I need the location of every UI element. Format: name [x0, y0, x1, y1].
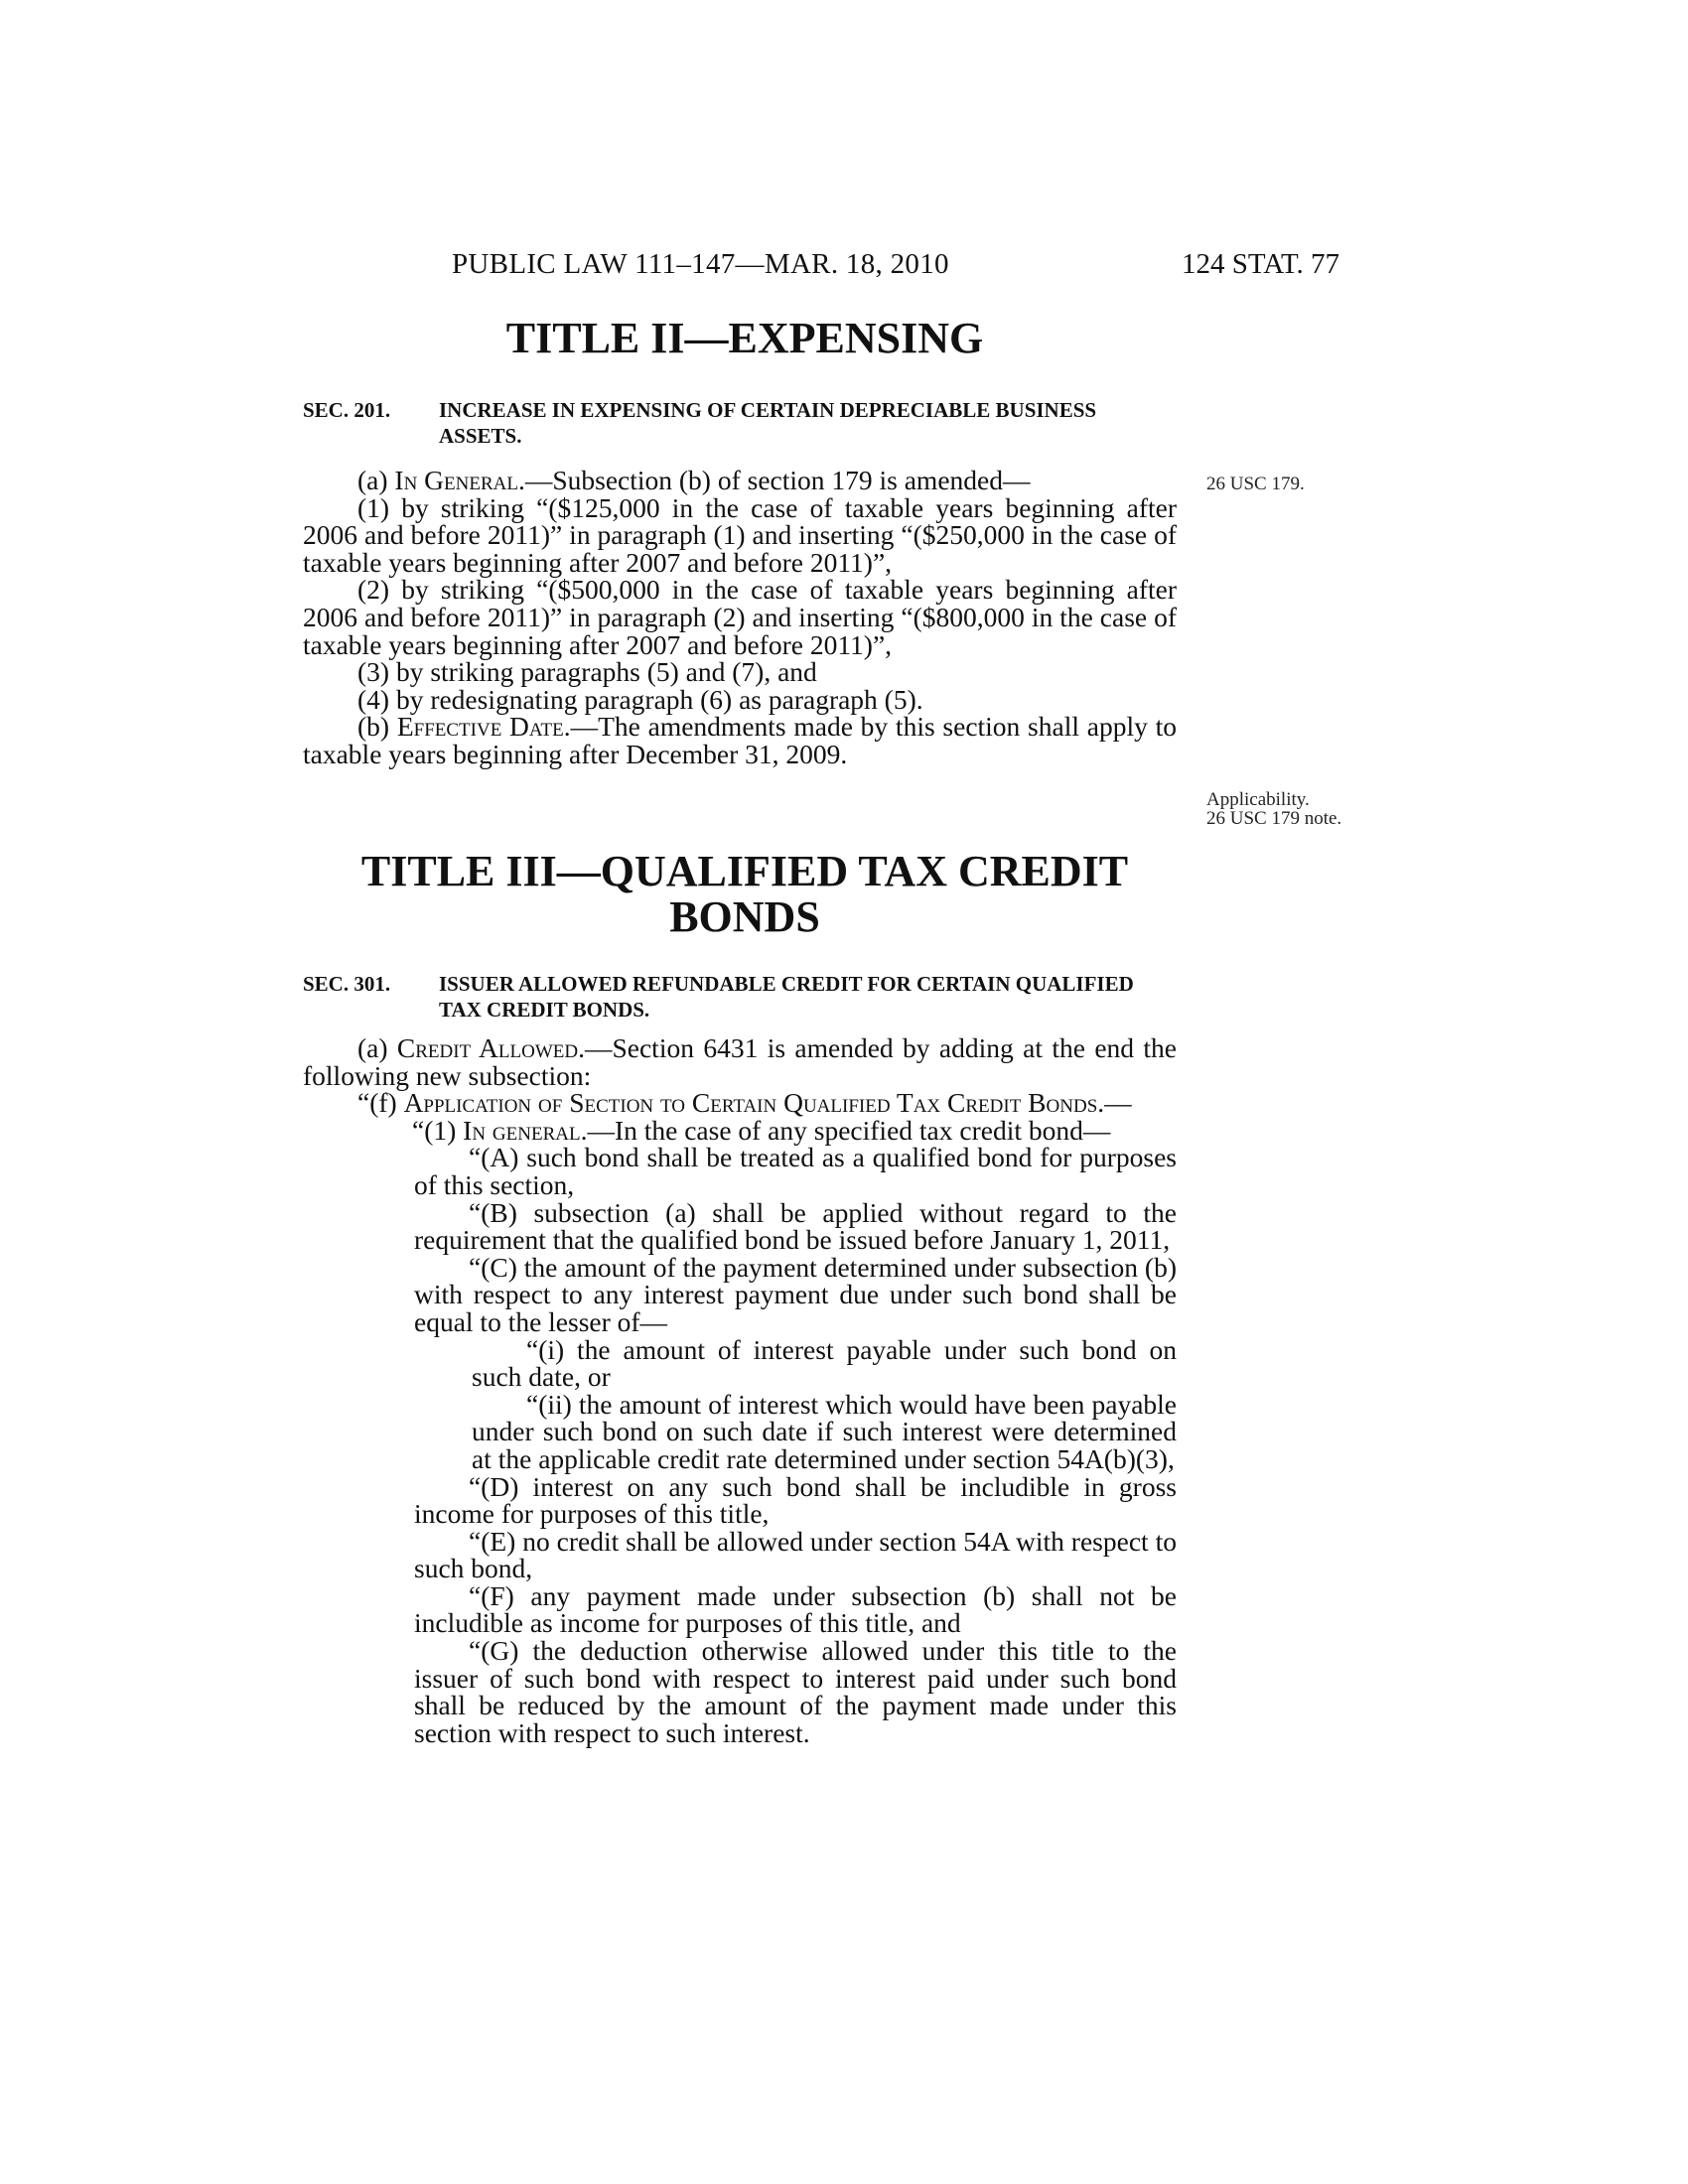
subsection-f [303, 1089, 1177, 1117]
subsection-a [303, 1034, 1177, 1089]
text: .—In the case of any specified tax credit bond— [580, 1114, 1111, 1146]
subsection-b [303, 713, 1177, 767]
subparagraph-f: “(F) any payment made under subsection (b) shall not be includible as income for purposes of this title, and [414, 1579, 1177, 1639]
section-title: ISSUER ALLOWED REFUNDABLE CREDIT FOR CERTAIN QUALIFIED TAX CREDIT BONDS. [439, 972, 1134, 1022]
paragraph-3: (3) by striking paragraphs (5) and (7), and [357, 656, 817, 688]
subparagraph-a: “(A) such bond shall be treated as a qualified bond for purposes of this section, [414, 1142, 1177, 1200]
section-201-body [303, 467, 1177, 768]
text: .—The amendments made by this section shall apply to taxable years beginning after December 31, 2009. [303, 711, 1177, 769]
running-head: PUBLIC LAW 111–147—MAR. 18, 2010 [452, 248, 949, 280]
section-number: SEC. 201. [303, 398, 391, 422]
section-301-heading [303, 971, 1177, 1023]
section-number: SEC. 301. [303, 972, 391, 996]
title-ii-heading: TITLE II—EXPENSING [505, 314, 984, 362]
label: (a) [357, 1032, 397, 1063]
text: .—Section 6431 is amended by adding at the end the following new subsection: [303, 1032, 1177, 1091]
paragraph-1: (1) by striking “($125,000 in the case of taxable years beginning after 2006 and before 2011)” in paragraph (1) and inserting “($250,000 in the case of taxable years beginning after 2007 and before 2011)”, [303, 491, 1177, 578]
label: “(f) [357, 1087, 404, 1119]
margin-note-usc-note: 26 USC 179 note. [1206, 808, 1342, 829]
margin-note-applicability: Applicability. [1206, 789, 1310, 810]
paragraph-4: (4) by redesignating paragraph (6) as paragraph (5). [357, 683, 923, 715]
page-header [0, 248, 1688, 288]
subparagraph-d: “(D) interest on any such bond shall be includible in gross income for purposes of this title, [414, 1470, 1177, 1530]
text: .—Subsection (b) of section 179 is amended— [517, 465, 1031, 495]
title-iii-heading: TITLE III—QUALIFIED TAX CREDIT BONDS [360, 847, 1129, 941]
paragraph-2: (2) by striking “($500,000 in the case of taxable years beginning after 2006 and before 2011)” in paragraph (2) and inserting “($800,000 in the case of taxable years beginning after 2007 and before 2011)”, [303, 574, 1177, 660]
label: (b) [357, 711, 397, 743]
caption: In general [463, 1114, 581, 1146]
section-201-heading [303, 397, 1177, 449]
subparagraph-c: “(C) the amount of the payment determined under subsection (b) with respect to any interest payment due under such bond shall be equal to the lesser of— [414, 1251, 1177, 1337]
label: “(1) [412, 1114, 464, 1146]
paragraph-f1 [303, 1114, 1177, 1146]
subparagraph-e: “(E) no credit shall be allowed under section 54A with respect to such bond, [414, 1525, 1177, 1584]
subparagraph-b: “(B) subsection (a) shall be applied without regard to the requirement that the qualified bond be issued before January 1, 2011, [414, 1196, 1177, 1256]
label: (a) [357, 465, 395, 495]
subparagraph-g: “(G) the deduction otherwise allowed under this title to the issuer of such bond with respect to interest paid under such bond shall be reduced by the amount of the payment made under this section with respect to such interest. [414, 1635, 1177, 1748]
caption: Application of Section to Certain Qualified Tax Credit Bonds [403, 1087, 1098, 1119]
stat-page-number: 124 STAT. 77 [1182, 248, 1340, 280]
caption: Effective Date [396, 711, 564, 743]
text: .— [1097, 1087, 1132, 1119]
caption: In General [394, 465, 518, 495]
clause-ii: “(ii) the amount of interest which would have been payable under such bond on such date if such interest were determined at the applicable credit rate determined under section 54A(b)(3), [472, 1388, 1177, 1474]
clause-i: “(i) the amount of interest payable under such bond on such date, or [472, 1333, 1177, 1393]
caption: Credit Allowed [396, 1032, 579, 1063]
margin-note-usc: 26 USC 179. [1206, 474, 1305, 494]
section-title: INCREASE IN EXPENSING OF CERTAIN DEPRECIABLE BUSINESS ASSETS. [439, 398, 1097, 448]
subsection-a [303, 467, 1177, 494]
section-301-body [303, 1034, 1177, 1746]
